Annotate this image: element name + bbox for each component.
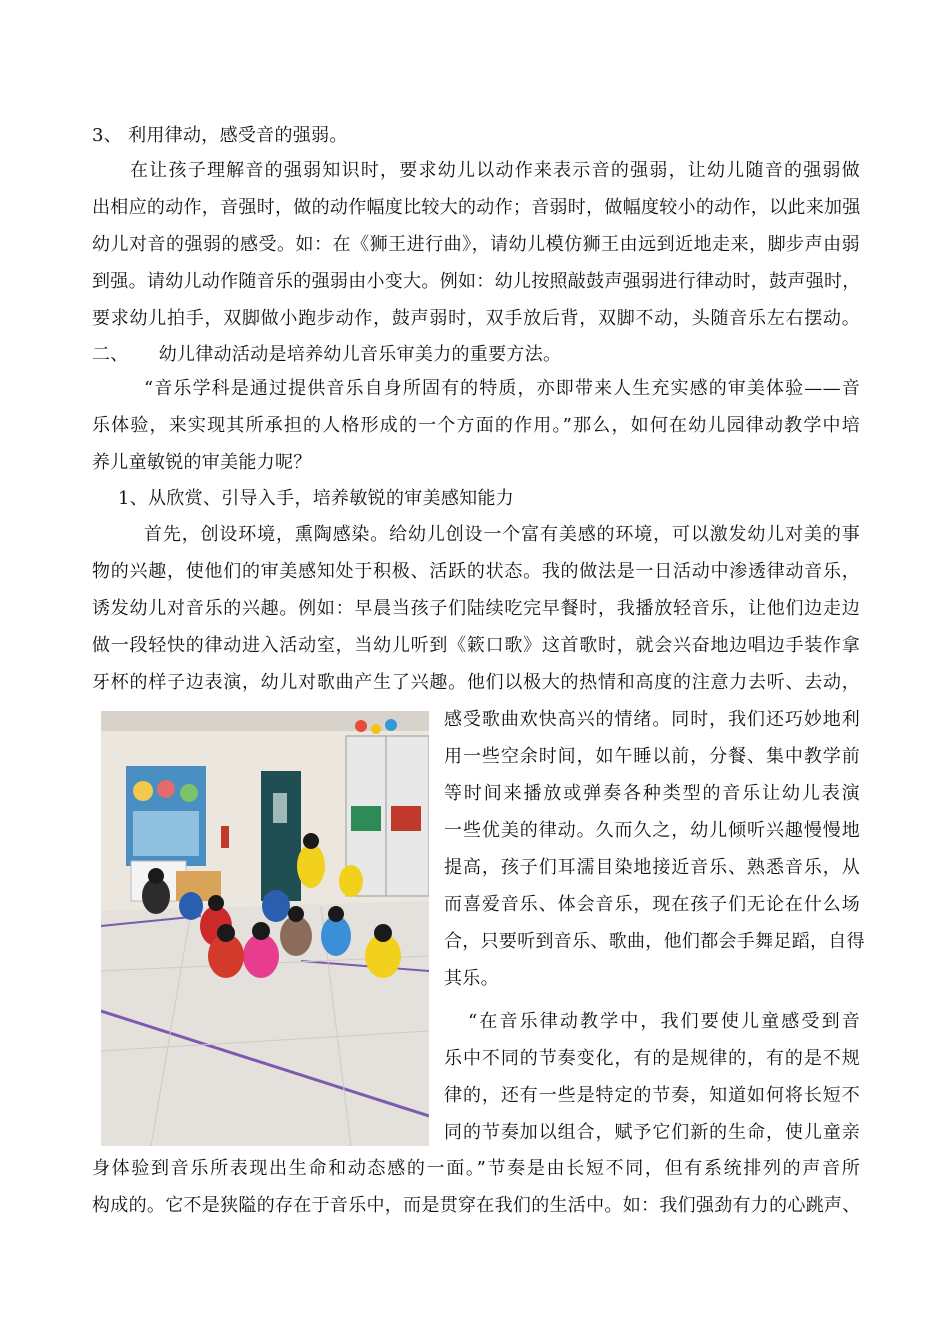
paragraph-line: 用一些空余时间，如午睡以前，分餐、集中教学前	[444, 746, 860, 767]
paragraph-line: 等时间来播放或弹奏各种类型的音乐让幼儿表演	[444, 783, 860, 804]
paragraph-line: 提高，孩子们耳濡目染地接近音乐、熟悉音乐，从	[444, 857, 860, 878]
classroom-photo	[101, 711, 429, 1146]
paragraph-line: 而喜爱音乐、体会音乐，现在孩子们无论在什么场	[444, 894, 860, 915]
paragraph-line: 诱发幼儿对音乐的兴趣。例如：早晨当孩子们陆续吃完早餐时，我播放轻音乐，让他们边走边	[92, 598, 860, 619]
section-heading: 二、 幼儿律动活动是培养幼儿音乐审美力的重要方法。	[92, 344, 562, 365]
paragraph-line: 物的兴趣，使他们的审美感知处于积极、活跃的状态。我的做法是一日活动中渗透律动音乐，	[92, 561, 860, 582]
paragraph-line: 其乐。	[444, 968, 499, 989]
subsection-heading: 1、从欣赏、引导入手，培养敏锐的审美感知能力	[118, 488, 515, 509]
paragraph-line: 到强。请幼儿动作随音乐的强弱由小变大。例如：幼儿按照敲鼓声强弱进行律动时，鼓声强时，	[92, 271, 861, 292]
paragraph-line: 感受歌曲欢快高兴的情绪。同时，我们还巧妙地利	[444, 709, 860, 730]
paragraph-line: 在让孩子理解音的强弱知识时，要求幼儿以动作来表示音的强弱，让幼儿随音的强弱做	[130, 160, 860, 181]
quote-line: 同的节奏加以组合，赋予它们新的生命，使儿童亲	[444, 1122, 860, 1143]
paragraph-line: 首先，创设环境，熏陶感染。给幼儿创设一个富有美感的环境，可以激发幼儿对美的事	[144, 524, 860, 545]
paragraph-line: 出相应的动作，音强时，做的动作幅度比较大的动作；音弱时，做幅度较小的动作，以此来加强	[92, 197, 861, 218]
paragraph-line: 做一段轻快的律动进入活动室，当幼儿听到《簌口歌》这首歌时，就会兴奋地边唱边手装作拿	[92, 635, 860, 656]
quote-line: 养儿童敏锐的审美能力呢？	[92, 452, 312, 473]
paragraph-line: 构成的。它不是狭隘的存在于音乐中，而是贯穿在我们的生活中。如：我们强劲有力的心跳声、	[92, 1195, 861, 1216]
quote-line: 乐中不同的节奏变化，有的是规律的，有的是不规	[444, 1048, 860, 1069]
paragraph-line: 幼儿对音的强弱的感受。如：在《狮王进行曲》，请幼儿模仿狮王由远到近地走来，脚步声由弱	[92, 234, 860, 255]
paragraph-line: 合，只要听到音乐、歌曲，他们都会手舞足蹈，自得	[444, 931, 865, 952]
quote-line: “在音乐律动教学中，我们要使儿童感受到音	[468, 1011, 860, 1032]
paragraph-line: 一些优美的律动。久而久之，幼儿倾听兴趣慢慢地	[444, 820, 860, 841]
paragraph-line: 身体验到音乐所表现出生命和动态感的一面。”节奏是由长短不同，但有系统排列的声音所	[92, 1158, 860, 1179]
quote-line: 乐体验，来实现其所承担的人格形成的一个方面的作用。”那么，如何在幼儿园律动教学中培	[92, 415, 860, 436]
quote-line: 律的，还有一些是特定的节奏，知道如何将长短不	[444, 1085, 860, 1106]
paragraph-line: 牙杯的样子边表演，幼儿对歌曲产生了兴趣。他们以极大的热情和高度的注意力去听、去动，	[92, 672, 860, 693]
quote-line: “音乐学科是通过提供音乐自身所固有的特质，亦即带来人生充实感的审美体验——音	[144, 378, 860, 399]
section-heading: 3、 利用律动，感受音的强弱。	[92, 125, 348, 146]
paragraph-line: 要求幼儿拍手，双脚做小跑步动作，鼓声弱时，双手放后背，双脚不动，头随音乐左右摆动。	[92, 308, 860, 329]
